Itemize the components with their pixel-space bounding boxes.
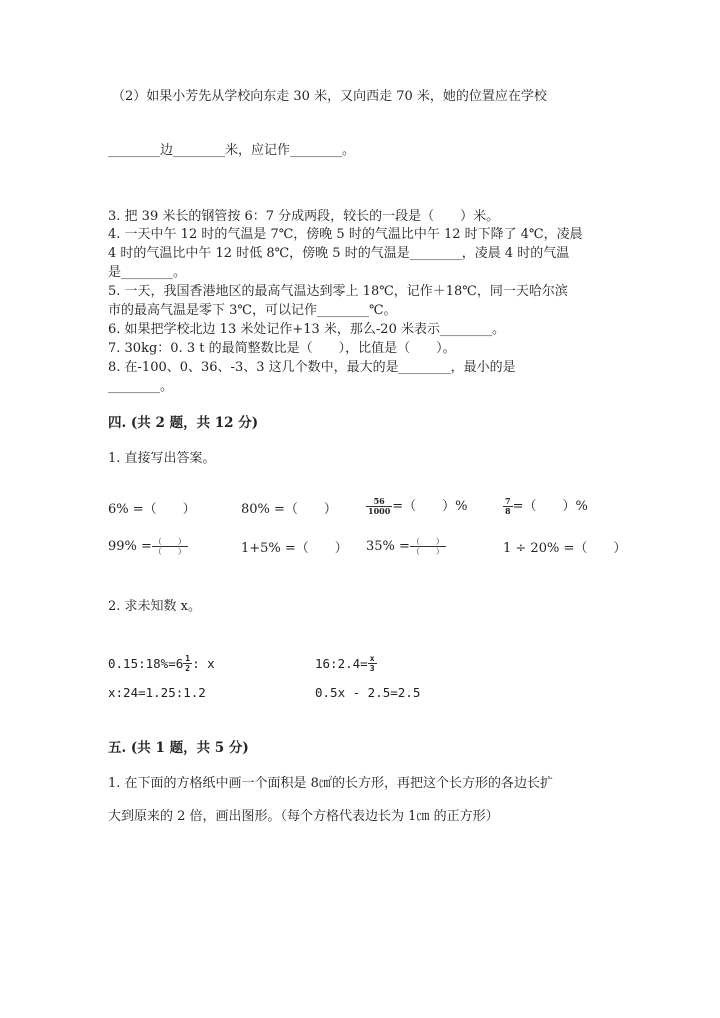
- calc-35-percent: 35% = $\frac{( )}{( )}$: [366, 537, 444, 556]
- fraction-7-8: $\frac{7}{8}$: [505, 496, 511, 516]
- calc-56-over-1000: $\frac{56}{1000}$ =（ ）%: [368, 496, 468, 516]
- question-4-line-3: 是________。: [108, 265, 187, 280]
- question-5-line-2: 市的最高气温是零下 3℃，可以记作________℃。: [108, 303, 397, 318]
- question-5-line-1: 5. 一天，我国香港地区的最高气温达到零上 18℃，记作＋18℃，同一天哈尔滨: [108, 284, 568, 299]
- question-3: 3. 把 39 米长的钢管按 6：7 分成两段，较长的一段是（ ）米。: [108, 209, 500, 224]
- calc-7-over-8: $\frac{7}{8}$ =（ ）%: [505, 496, 588, 516]
- question-2-line-2: ________边________米，应记作________。: [108, 143, 356, 158]
- section-4-question-1-title: 1. 直接写出答案。: [108, 451, 216, 466]
- question-4-line-2: 4 时的气温比中午 12 时低 8℃，傍晚 5 时的气温是________，凌晨 4 时的气温: [108, 246, 570, 261]
- section-4-question-2-title: 2. 求未知数 x。: [108, 599, 201, 614]
- question-2-line-1: （2）如果小芳先从学校向东走 30 米，又向西走 70 米，她的位置应在学校: [112, 89, 547, 104]
- calc-6-percent: 6% =（ ）: [108, 502, 196, 517]
- question-8-line-1: 8. 在-100、0、36、-3、3 这几个数中，最大的是________，最小的是: [108, 360, 516, 375]
- question-6: 6. 如果把学校北边 13 米处记作+13 米，那么-20 米表示________。: [108, 322, 505, 337]
- calc-1-plus-5-percent: 1+5% =（ ）: [241, 541, 348, 556]
- calc-1-div-20-percent: 1 ÷ 20% =（ ）: [503, 541, 627, 556]
- calc-99-percent: 99% = $\frac{( )}{( )}$: [108, 537, 186, 556]
- equation-1: 0.15:18%=6 $\frac{1}{2}$ : x: [108, 654, 215, 673]
- fraction-1-2: $\frac{1}{2}$: [185, 654, 191, 673]
- section-4-heading: 四. (共 2 题，共 12 分): [108, 415, 259, 431]
- question-4-line-1: 4. 一天中午 12 时的气温是 7℃，傍晚 5 时的气温比中午 12 时下降了 4℃，凌晨: [108, 227, 583, 242]
- equation-3: x:24=1.25:1.2: [108, 685, 206, 700]
- question-7: 7. 30kg：0. 3 t 的最简整数比是（ ），比值是（ ）。: [108, 341, 456, 356]
- fraction-blank: $\frac{( )}{( )}$: [153, 537, 186, 556]
- calc-80-percent: 80% =（ ）: [241, 502, 337, 517]
- question-8-line-2: ________。: [108, 379, 174, 394]
- section-5-question-1-line-1: 1. 在下面的方格纸中画一个面积是 8㎠的长方形，再把这个长方形的各边长扩: [108, 776, 553, 791]
- equation-4: 0.5x - 2.5=2.5: [315, 685, 421, 700]
- fraction-x-3: $\frac{x}{3}$: [369, 654, 375, 673]
- fraction-56-1000: $\frac{56}{1000}$: [368, 496, 391, 516]
- fraction-blank: $\frac{( )}{( )}$: [411, 537, 444, 556]
- equation-2: 16:2.4= $\frac{x}{3}$: [315, 654, 375, 673]
- section-5-question-1-line-2: 大到原来的 2 倍，画出图形。（每个方格代表边长为 1㎝ 的正方形）: [108, 809, 499, 824]
- section-5-heading: 五. (共 1 题，共 5 分): [108, 740, 249, 756]
